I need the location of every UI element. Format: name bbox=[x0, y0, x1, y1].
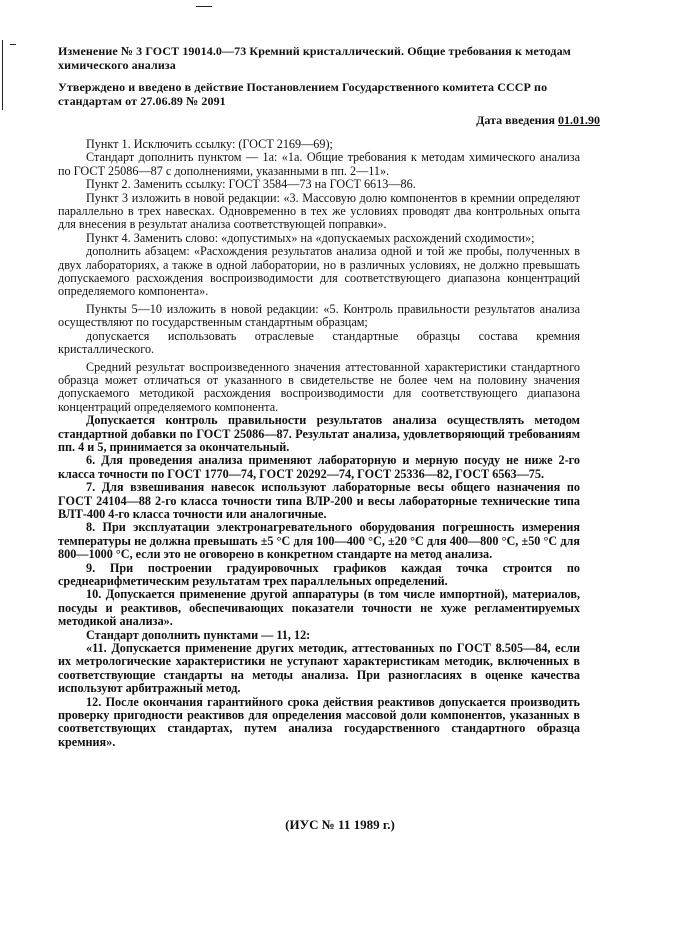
paragraph: 9. При построении градуировочных графиков каждая точка строится по среднеарифметическим результатам трех параллельных определений. bbox=[58, 560, 580, 588]
effective-date bbox=[476, 113, 600, 128]
paragraph: Допускается контроль правильности результатов анализа осуществлять методом стандартной добавки по ГОСТ 25086—87. Результат анализа, удовлетворяющий требованиям пп. 4 и 5, принимается за окончательный. bbox=[58, 413, 580, 454]
scan-edge-mark bbox=[10, 44, 16, 45]
paragraph: 6. Для проведения анализа применяют лабораторную и мерную посуду не ниже 2-го класса точности по ГОСТ 1770—74, ГОСТ 20292—74, ГОСТ 25336—82, ГОСТ 6563—75. bbox=[58, 453, 580, 481]
document-title: Изменение № 3 ГОСТ 19014.0—73 Кремний кристаллический. Общие требования к методам химического анализа bbox=[58, 44, 571, 72]
paragraph: Пункт 4. Заменить слово: «допустимых» на «допускаемых расхождений сходимости»; bbox=[86, 230, 535, 245]
effective-date-label: Дата введения bbox=[476, 113, 555, 127]
paragraph: 8. При эксплуатации электронагревательного оборудования погрешность измерения температуры не должна превышать ±5 °С для 100—400 °С, ±20 °С для 400—800 °С, ±50 °С для 800—1000 °С, если это не оговорено в конкретном стандарте на метод анализа. bbox=[58, 520, 580, 562]
scan-edge-mark bbox=[2, 40, 3, 110]
paragraph: 7. Для взвешивания навесок используют лабораторные весы общего назначения по ГОСТ 24104—88 2-го класса точности типа ВЛР-200 и весы лабораторные технические типа ВЛТ-400 4-го класса точности или аналогичные. bbox=[58, 480, 580, 521]
paragraph: Средний результат воспроизведенного значения аттестованной характеристики стандартного образца может отличаться от указанного в свидетельстве не более чем на половину значения допускаемого методикой расхождения воспроизводимости для соответствующего диапазона концентраций определяемого компонента. bbox=[58, 359, 580, 414]
paragraph: Пункт 2. Заменить ссылку: ГОСТ 3584—73 на ГОСТ 6613—86. bbox=[86, 177, 416, 192]
paragraph: Пункты 5—10 изложить в новой редакции: «5. Контроль правильности результатов анализа осуществляют по государственным стандартным образцам; bbox=[58, 301, 580, 330]
paragraph: 12. После окончания гарантийного срока действия реактивов допускается производить проверку пригодности реактивов для определения массовой доли компонентов, указанных в соответствующих стандартах, путем анализа государственного стандартного образца кремния». bbox=[58, 694, 580, 749]
paragraph: Пункт 3 изложить в новой редакции: «3. Массовую долю компонентов в кремнии определяют параллельно в трех навесках. Одновременно в тех же условиях проводят два контрольных опыта для внесения в результат анализа соответствующей поправки». bbox=[58, 190, 580, 232]
paragraph: Стандарт дополнить пунктом — 1а: «1а. Общие требования к методам химического анализа по ГОСТ 25086—87 с дополнениями, указанными в пп. 2—11». bbox=[58, 150, 580, 178]
paragraph: 10. Допускается применение другой аппаратуры (в том числе импортной), материалов, посуды и реактивов, обеспечивающих показатели точности не хуже регламентируемых методикой анализа». bbox=[58, 587, 580, 629]
scan-top-mark bbox=[196, 6, 212, 7]
paragraph: Пункт 1. Исключить ссылку: (ГОСТ 2169—69); bbox=[86, 137, 333, 151]
publication-reference: (ИУС № 11 1989 г.) bbox=[285, 817, 395, 832]
effective-date-value: 01.01.90 bbox=[558, 113, 600, 127]
approval-statement: Утверждено и введено в действие Постановлением Государственного комитета СССР по стандартам от 27.06.89 № 2091 bbox=[58, 80, 548, 108]
paragraph: «11. Допускается применение других методик, аттестованных по ГОСТ 8.505—84, если их метрологические характеристики не уступают характеристикам методик, включенных в соответствующие стандарты на методы анализа. При разногласиях в оценке качества используют арбитражный метод. bbox=[58, 641, 580, 696]
amendment-body bbox=[58, 138, 580, 749]
paragraph: Стандарт дополнить пунктами — 11, 12: bbox=[86, 627, 311, 642]
paragraph: дополнить абзацем: «Расхождения результатов анализа одной и той же пробы, полученных в двух лабораториях, а также в одной лаборатории, но в различных условиях, не должно превышать допускаемого расхождения воспроизводимости для соответствующего диапазона концентраций определяемого компонента». bbox=[58, 244, 580, 299]
paragraph: допускается использовать отраслевые стандартные образцы состава кремния кристаллического. bbox=[58, 328, 580, 357]
